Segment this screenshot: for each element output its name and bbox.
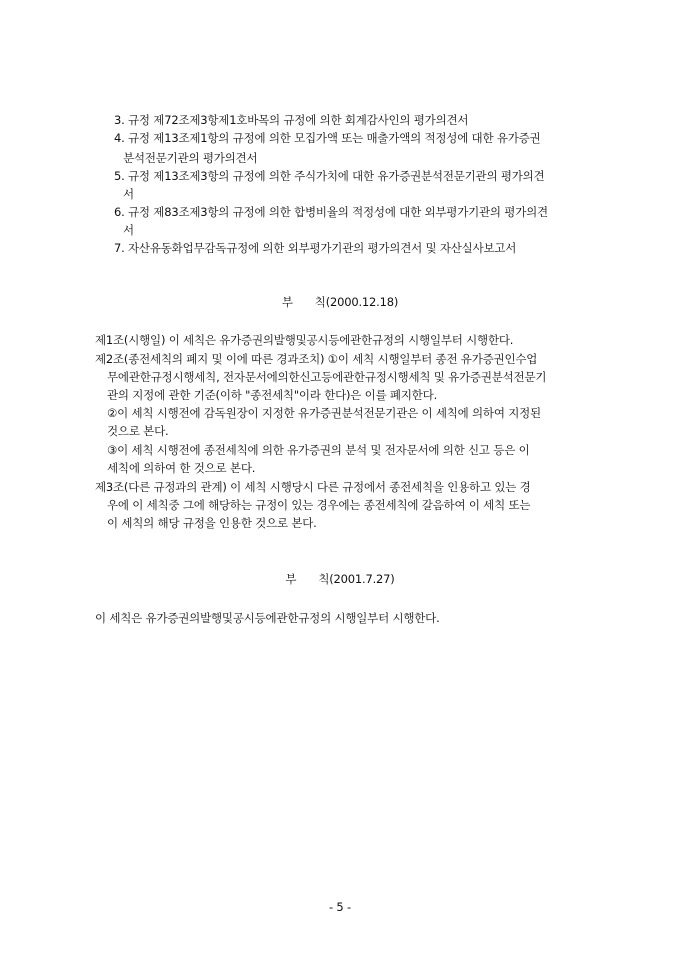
- list-item-6-cont: 서: [123, 223, 134, 237]
- page-number: - 5 -: [329, 900, 351, 914]
- article-3-line-1: 제3조(다른 규정과의 관계) 이 세칙 시행당시 다른 규정에서 종전세칙을 인용하고 있는 경: [95, 480, 531, 494]
- article-2-line-1: 제2조(종전세칙의 폐지 및 이에 따른 경과조치) ①이 세칙 시행일부터 종전 유가증권인수업: [95, 352, 538, 366]
- addendum-heading-1-right: 칙(2000.12.18): [314, 295, 399, 309]
- addendum-heading-2-left: 부: [285, 572, 297, 586]
- list-item-5: 5. 규정 제13조제3항의 규정에 의한 주식가치에 대한 유가증권분석전문기관의 평가의견: [114, 169, 545, 183]
- list-item-7: 7. 자산유동화업무감독규정에 의한 외부평가기관의 평가의견서 및 자산실사보고서: [114, 241, 517, 255]
- addendum-heading-2: [0, 571, 680, 587]
- list-item-4: 4. 규정 제13조제1항의 규정에 의한 모집가액 또는 매출가액의 적정성에 대한 유가증권: [114, 131, 541, 145]
- article-2-line-4: ②이 세칙 시행전에 감독원장이 지정한 유가증권분석전문기관은 이 세칙에 의하여 지정된: [107, 406, 541, 420]
- article-2-line-3: 관의 지정에 관한 기준(이하 "종전세칙"이라 한다)은 이를 폐지한다.: [107, 388, 438, 402]
- list-item-3: 3. 규정 제72조제3항제1호바목의 규정에 의한 회계감사인의 평가의견서: [114, 113, 469, 127]
- article-3-line-2: 우에 이 세칙중 그에 해당하는 규정이 있는 경우에는 종전세칙에 갈음하여 이 세칙 또는: [107, 498, 531, 512]
- article-3-line-3: 이 세칙의 해당 규정을 인용한 것으로 본다.: [107, 516, 317, 530]
- addendum-2-text: 이 세칙은 유가증권의발행및공시등에관한규정의 시행일부터 시행한다.: [95, 611, 440, 625]
- article-2-line-5: 것으로 본다.: [107, 424, 169, 438]
- list-item-6: 6. 규정 제83조제3항의 규정에 의한 합병비율의 적정성에 대한 외부평가기관의 평가의견: [114, 205, 548, 219]
- addendum-heading-1: [0, 294, 680, 310]
- list-item-4-cont: 분석전문기관의 평가의견서: [123, 151, 258, 165]
- addendum-heading-2-right: 칙(2001.7.27): [318, 572, 395, 586]
- article-2-line-7: 세칙에 의하여 한 것으로 본다.: [107, 461, 256, 475]
- list-item-5-cont: 서: [123, 187, 134, 201]
- addendum-heading-1-left: 부: [281, 295, 293, 309]
- article-1: 제1조(시행일) 이 세칙은 유가증권의발행및공시등에관한규정의 시행일부터 시행한다.: [95, 333, 514, 347]
- article-2-line-6: ③이 세칙 시행전에 종전세칙에 의한 유가증권의 분석 및 전자문서에 의한 신고 등은 이: [107, 443, 530, 457]
- article-2-line-2: 무에관한규정시행세칙, 전자문서에의한신고등에관한규정시행세칙 및 유가증권분석전문기: [107, 370, 547, 384]
